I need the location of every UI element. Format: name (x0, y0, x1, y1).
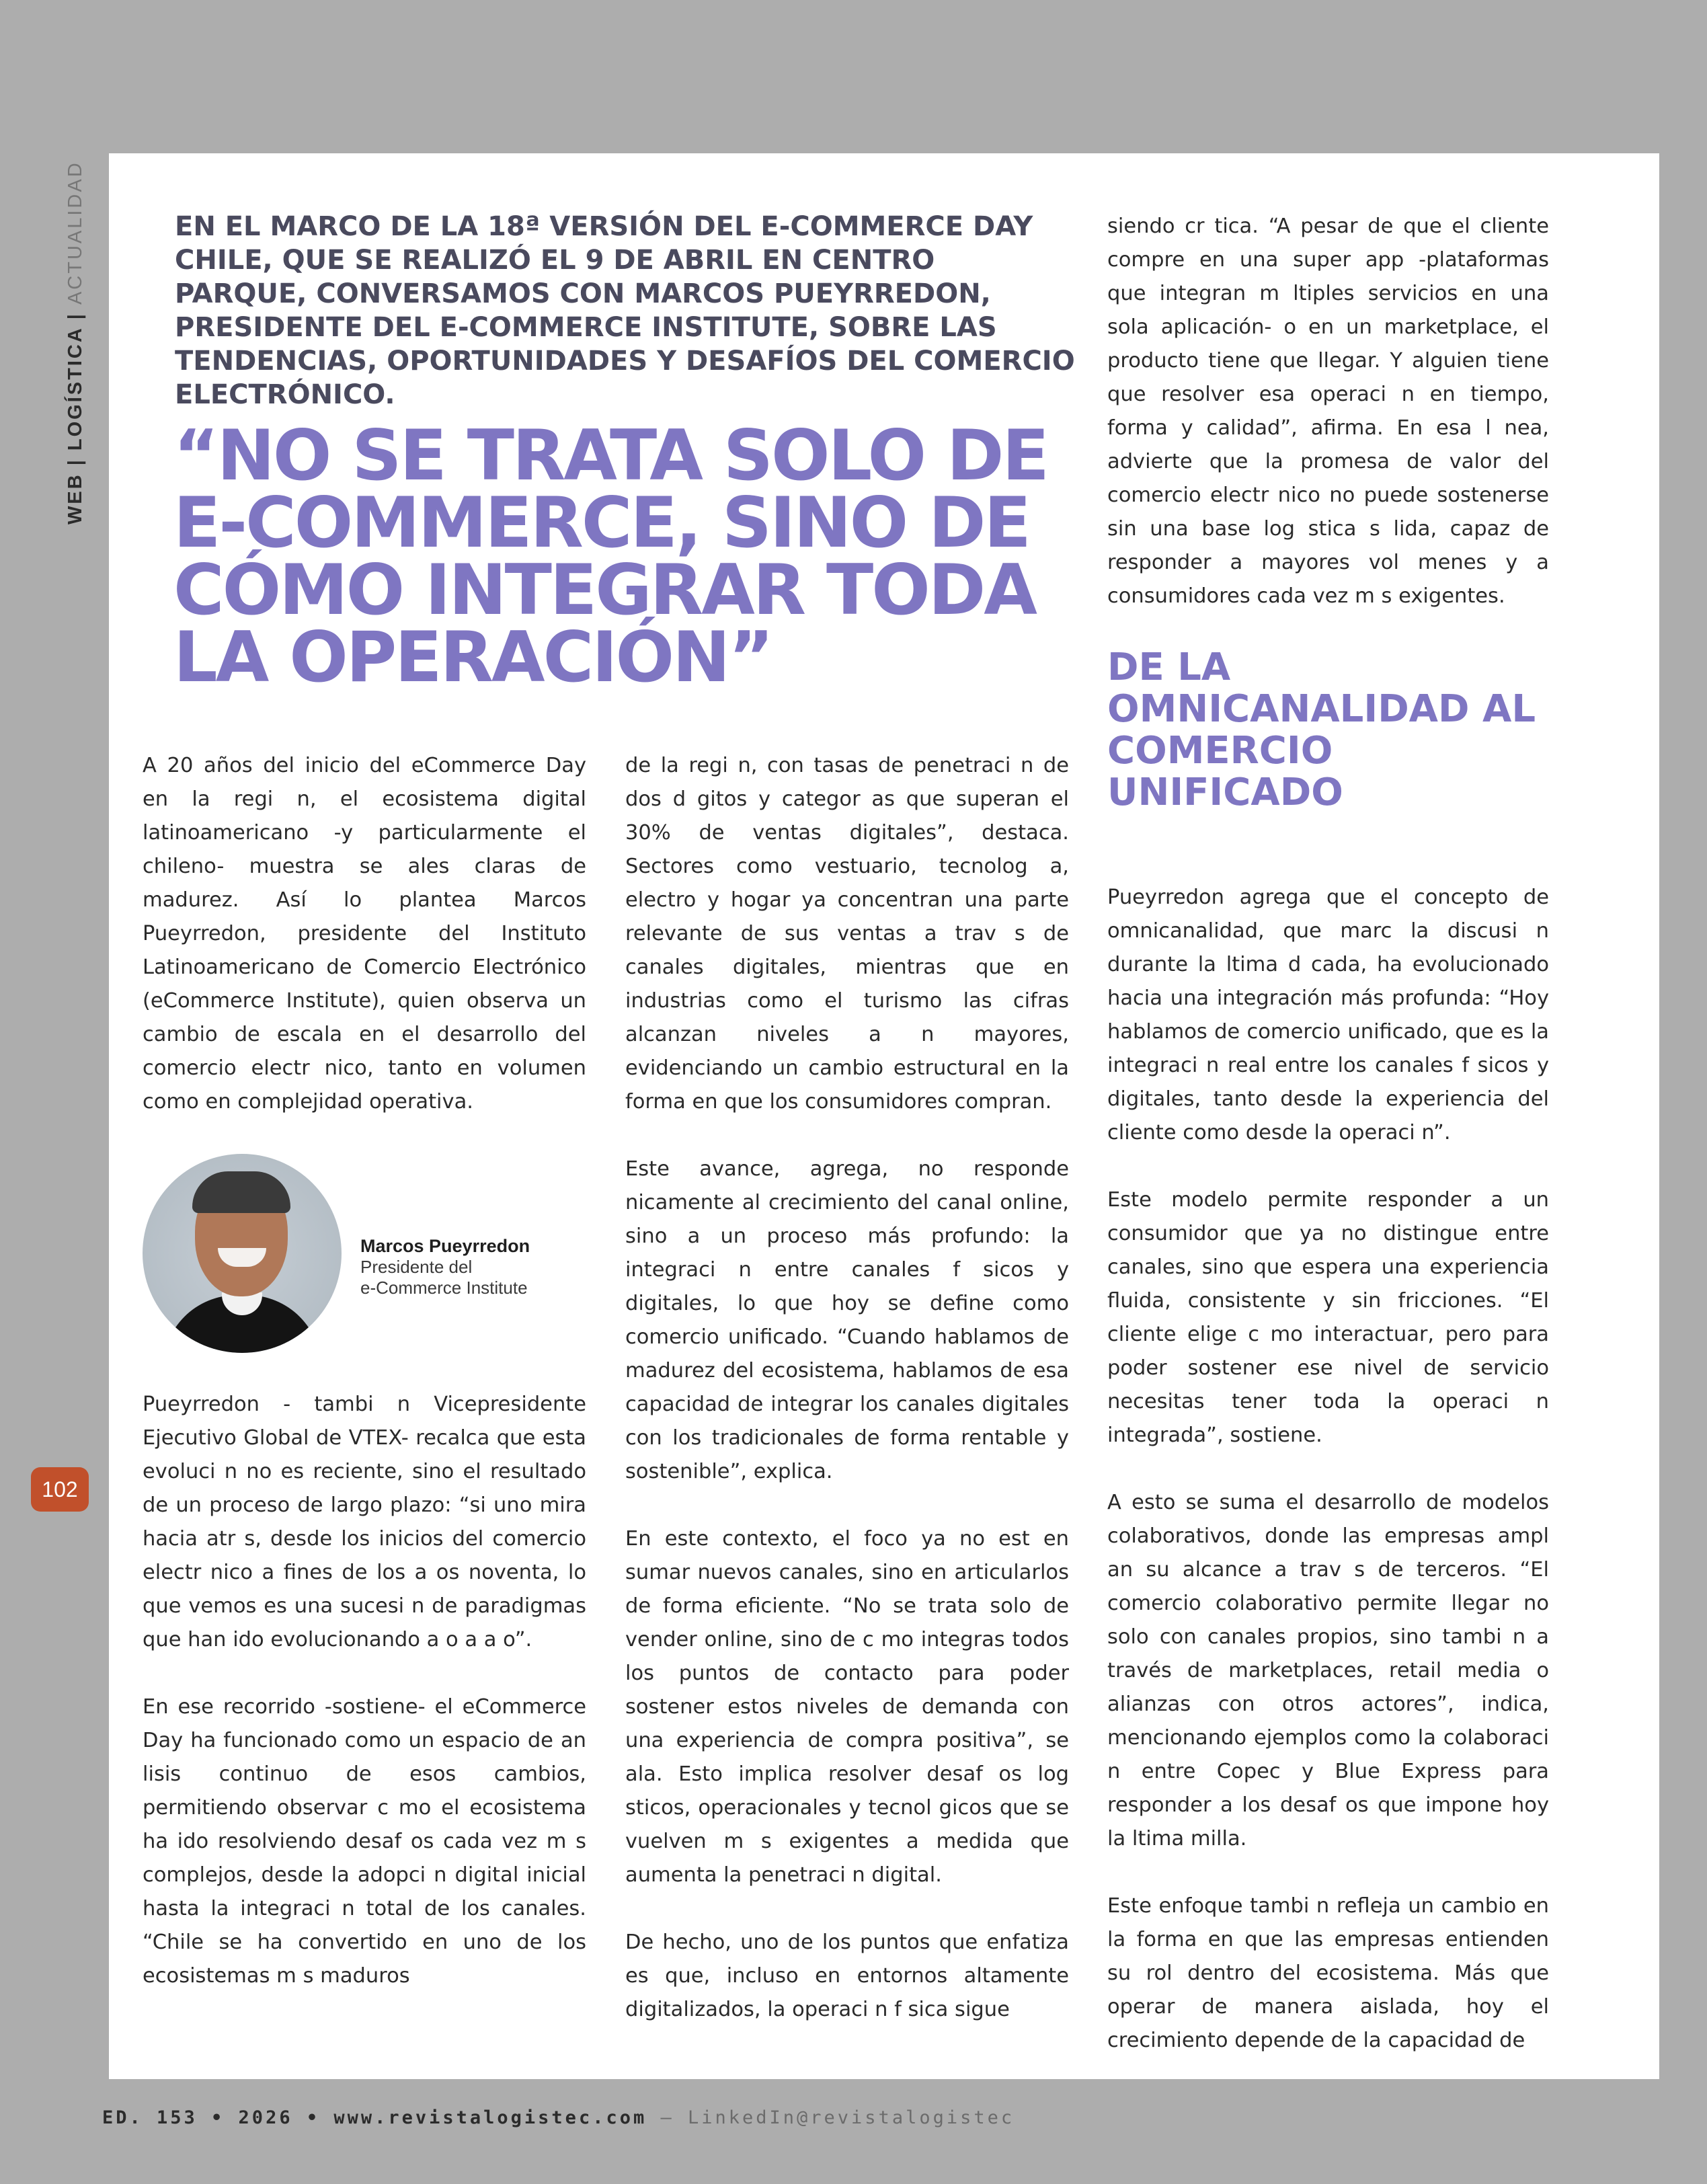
article-lead: EN EL MARCO DE LA 18ª VERSIÓN DEL E-COMMERCE DAY CHILE, QUE SE REALIZÓ EL 9 DE ABRIL EN CENTRO PARQUE, CONVERSAMOS CON MARCOS PUEYRREDON, PRESIDENTE DEL E-COMMERCE INSTITUTE, SOBRE LAS TENDENCIAS, OPORTUNIDADES Y DESAFÍOS DEL COMERCIO ELECTRÓNICO. (175, 211, 1075, 410)
paragraph: Este avance, agrega, no responde nicamente al crecimiento del canal online, sino a un proceso más profundo: la integraci n entre canales f sicos y digitales, lo que hoy se define como comercio unificado. “Cuando hablamos de madurez del ecosistema, hablamos de esa capacidad de integrar los canales digitales con los tradicionales de forma rentable y sostenible”, explica. (625, 1157, 1069, 1483)
avatar-photo (143, 1154, 342, 1353)
footer-edition: ED. 153 • 2026 • www.revistalogistec.com (102, 2107, 647, 2128)
section-actualidad: ACTUALIDAD (65, 161, 86, 305)
paragraph: Pueyrredon - tambi n Vicepresidente Ejecutivo Global de VTEX- recalca que esta evoluci n no es reciente, sino el resultado de un proceso de largo plazo: “si uno mira hacia atr s, desde los inicios del comercio electr nico a fines de los a os noventa, lo que vemos es una sucesi n de paradigmas que han ido evolucionando a o a a o”. (143, 1393, 586, 1651)
article-column-1 (143, 749, 586, 1993)
paragraph: siendo cr tica. “A pesar de que el cliente compre en una super app -plataformas que integran m ltiples servicios en una sola aplicación- o en un marketplace, el producto tiene que llegar. Y alguien tiene que resolver esa operaci n en tiempo, forma y calidad”, afirma. En esa l nea, advierte que la promesa de valor del comercio electr nico no puede sostenerse sin una base log stica s lida, capaz de responder a mayores vol menes y a consumidores cada vez m s exigentes. (1107, 214, 1549, 608)
paragraph: A esto se suma el desarrollo de modelos colaborativos, donde las empresas ampl an su alcance a trav s de terceros. “El comercio colaborativo permite llegar no solo con canales propios, sino tambi n a través de marketplaces, retail media o alianzas con otros actores”, indica, mencionando ejemplos como la colaboraci n entre Copec y Blue Express para responder a los desaf os que impone hoy la ltima milla. (1107, 1491, 1549, 1850)
paragraph: Este enfoque tambi n refleja un cambio en la forma en que las empresas entienden su rol dentro del ecosistema. Más que operar de manera aislada, hoy el crecimiento depende de la capacidad de (1107, 1894, 1549, 2052)
profile-card (143, 1153, 586, 1354)
paragraph: En este contexto, el foco ya no est en sumar nuevos canales, sino en articularlos de forma eficiente. “No se trata solo de vender online, sino de c mo integras todos los puntos de contacto para poder sostener estos niveles de demanda con una experiencia de compra positiva”, se ala. Esto implica resolver desaf os log sticos, operacionales y tecnol gicos que se vuelven m s exigentes a medida que aumenta la penetraci n digital. (625, 1527, 1069, 1887)
article-headline: “NO SE TRATA SOLO DE E-COMMERCE, SINO DE CÓMO INTEGRAR TODA LA OPERACIÓN” (173, 416, 1047, 698)
paragraph: Pueyrredon agrega que el concepto de omnicanalidad, que marc la discusi n durante la ltima d cada, ha evolucionado hacia una integración más profunda: “Hoy hablamos de comercio unificado, que es la integraci n real entre los canales f sicos y digitales, tanto desde la experiencia del cliente como desde la operaci n”. (1107, 886, 1549, 1144)
page-footer (102, 2107, 1015, 2128)
section-logistica: LOGÍSTICA (65, 327, 86, 451)
paragraph: Este modelo permite responder a un consumidor que ya no distingue entre canales, sino que espera una experiencia fluida, consistente y sin fricciones. “El cliente elige c mo interactuar, pero para poder sostener ese nivel de servicio necesitas tener toda la operaci n integrada”, sostiene. (1107, 1188, 1549, 1447)
article-column-2 (625, 749, 1069, 2027)
profile-caption (360, 1236, 530, 1298)
paragraph: A 20 años del inicio del eCommerce Day en la regi n, el ecosistema digital latinoamericano -y particularmente el chileno- muestra se ales claras de madurez. Así lo plantea Marcos Pueyrredon, presidente del Instituto Latinoamericano de Comercio Electrónico (eCommerce Institute), quien observa un cambio de escala en el desarrollo del comercio electr nico, tanto en volumen como en complejidad operativa. (143, 754, 586, 1114)
profile-role-line2: e-Commerce Institute (360, 1277, 528, 1298)
section-label (65, 161, 87, 524)
avatar-hair (192, 1171, 290, 1213)
footer-social: – LinkedIn@revistalogistec (647, 2107, 1015, 2128)
section-separator: | (65, 305, 86, 327)
section-web: WEB (65, 473, 86, 524)
paragraph: De hecho, uno de los puntos que enfatiza es que, incluso en entornos altamente digitalizados, la operaci n f sica sigue (625, 1930, 1069, 2021)
paragraph: En ese recorrido -sostiene- el eCommerce Day ha funcionado como un espacio de an lisis continuo de esos cambios, permitiendo observar c mo el ecosistema ha ido resolviendo desaf os cada vez m s complejos, desde la adopci n digital inicial hasta la integraci n total de los canales. “Chile se ha convertido en uno de los ecosistemas m s maduros (143, 1695, 586, 1988)
page-number-badge: 102 (31, 1467, 89, 1512)
section-separator: | (65, 451, 86, 473)
profile-name: Marcos Pueyrredon (360, 1235, 530, 1256)
article-column-3 (1107, 210, 1549, 2058)
profile-role-line1: Presidente del (360, 1256, 473, 1277)
paragraph: de la regi n, con tasas de penetraci n de dos d gitos y categor as que superan el 30% de ventas digitales”, destaca. Sectores como vestuario, tecnolog a, electro y hogar ya concentran una parte relevante de sus ventas a trav s de canales digitales, mientras que en industrias como el turismo las cifras alcanzan niveles a n mayores, evidenciando un cambio estructural en la forma en que los consumidores compran. (625, 754, 1069, 1114)
section-subheading: DE LA OMNICANALIDAD AL COMERCIO UNIFICADO (1107, 646, 1536, 814)
